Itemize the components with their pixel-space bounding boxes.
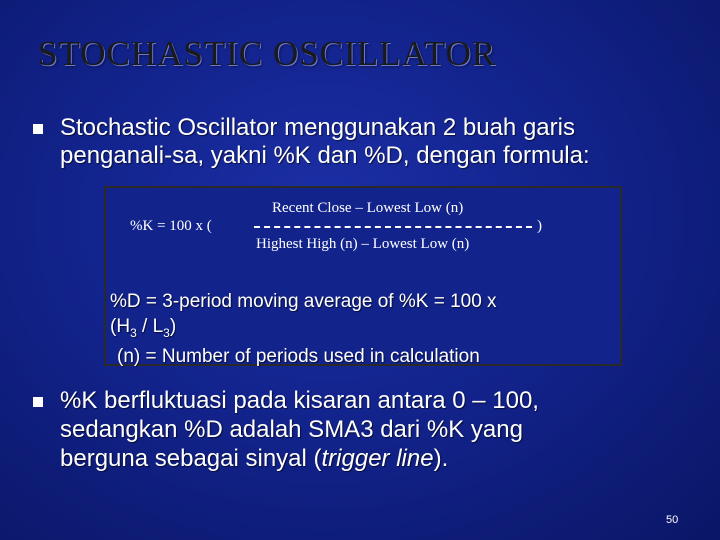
formula-lhs: %K = 100 x ( [130, 218, 212, 234]
bullet2-line3-a: berguna sebagai sinyal ( [60, 445, 322, 472]
bullet-marker [33, 397, 43, 407]
fraction-bar [254, 226, 532, 228]
formula-denominator: Highest High (n) – Lowest Low (n) [256, 236, 470, 252]
d-line2-part-a: (H [110, 316, 131, 337]
formula-box [104, 186, 622, 366]
bullet1-text [60, 114, 590, 170]
bullet2-line1: %K berfluktuasi pada kisaran antara 0 – 100, [60, 387, 539, 414]
bullet1-line1: Stochastic Oscillator menggunakan 2 buah garis [60, 114, 575, 141]
trigger-line-term: trigger line [321, 445, 434, 472]
d-line2-part-b: / L [136, 316, 164, 337]
page-number: 50 [666, 514, 679, 526]
bullet2-line3 [60, 444, 539, 473]
d-definition-line3: (n) = Number of periods used in calculation [117, 346, 480, 367]
bullet2-line2: sedangkan %D adalah SMA3 dari %K yang [60, 416, 523, 443]
bullet-marker [33, 124, 43, 134]
formula-rhs: ) [537, 218, 542, 234]
formula-numerator: Recent Close – Lowest Low (n) [272, 200, 464, 216]
d-line2-sub-h: 3 [130, 325, 137, 340]
slide-title: STOCHASTIC OSCILLATOR [38, 34, 497, 73]
bullet2-line3-b: ). [433, 445, 449, 472]
bullet2-text [60, 386, 539, 473]
d-line2-sub-l: 3 [163, 325, 170, 340]
d-definition-line2 [110, 316, 176, 340]
d-line2-part-c: ) [169, 316, 177, 337]
d-definition-line1: %D = 3-period moving average of %K = 100 x [110, 291, 497, 312]
bullet1-line2: penganali-sa, yakni %K dan %D, dengan formula: [60, 142, 590, 169]
